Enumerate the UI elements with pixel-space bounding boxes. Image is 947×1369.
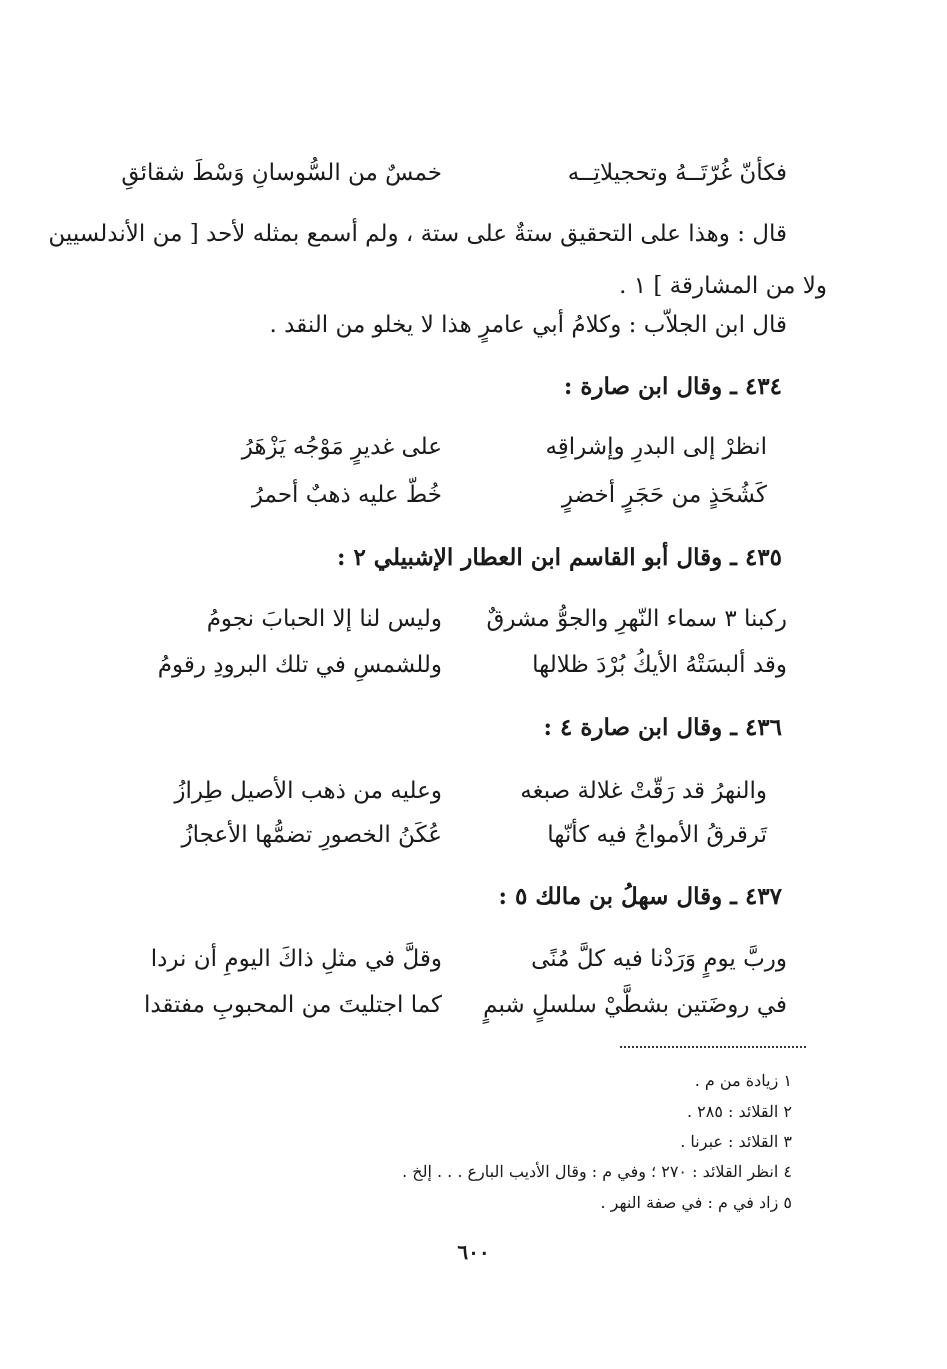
verse-hemistich: عُكَنُ الخصورِ تضمُّها الأعجازُ: [181, 822, 442, 848]
footnote: ٤ انظر القلائد : ٢٧٠ ؛ وفي م : وقال الأديب البارع . . . إلخ .: [402, 1162, 792, 1181]
footnote-separator: [620, 1046, 806, 1048]
verse-hemistich: على غديرٍ مَوْجُه يَزْهَرُ: [241, 434, 442, 460]
section-heading: ٤٣٥ ـ وقال أبو القاسم ابن العطار الإشبيلي ٢ :: [336, 544, 782, 571]
verse-hemistich: وقلَّ في مثلِ ذاكَ اليومِ أن نردا: [150, 946, 442, 972]
page-number: ٦٠٠: [457, 1240, 490, 1264]
verse-hemistich: خُطّ عليه ذهبٌ أحمرُ: [251, 482, 442, 508]
prose-line: ولا من المشارقة ] ١ .: [619, 273, 827, 299]
verse-hemistich: وعليه من ذهب الأصيل طِرازُ: [174, 778, 442, 804]
verse-hemistich: وللشمسِ في تلك البرودِ رقومُ: [157, 652, 442, 678]
footnote: ٣ القلائد : عبرنا .: [680, 1132, 792, 1151]
verse-hemistich: انظرْ إلى البدرِ وإشراقِه: [545, 434, 767, 460]
prose-line: قال : وهذا على التحقيق ستةٌ على ستة ، ولم أسمع بمثله لأحد [ من الأندلسيين: [48, 221, 787, 247]
section-heading: ٤٣٧ ـ وقال سهلُ بن مالك ٥ :: [498, 883, 782, 910]
verse-hemistich: فكأنّ غُرّتَــهُ وتحجيلاتِــه: [567, 160, 787, 186]
verse-hemistich: في روضَتين بشطَّيْ سلسلٍ شبمٍ: [483, 992, 787, 1018]
verse-hemistich: ركبنا ٣ سماء النّهرِ والجوُّ مشرقٌ: [486, 606, 787, 632]
footnote: ٥ زاد في م : في صفة النهر .: [600, 1193, 792, 1212]
verse-hemistich: وربَّ يومٍ وَرَدْنا فيه كلَّ مُنًى: [531, 946, 787, 972]
section-heading: ٤٣٤ ـ وقال ابن صارة :: [563, 373, 782, 400]
footnote: ١ زيادة من م .: [694, 1071, 792, 1090]
verse-hemistich: وقد ألبسَتْهُ الأيكُ بُرْدَ ظلالها: [532, 652, 787, 678]
verse-hemistich: كَشُحَذٍ من حَجَرٍ أخضرٍ: [561, 482, 767, 508]
verse-hemistich: وليس لنا إلا الحبابَ نجومُ: [206, 606, 442, 632]
verse-hemistich: تَرقرقُ الأمواجُ فيه كأنّها: [547, 822, 767, 848]
section-heading: ٤٣٦ ـ وقال ابن صارة ٤ :: [543, 714, 782, 741]
verse-hemistich: خمسٌ من السُّوسانِ وَسْطَ شقائقِ: [121, 160, 442, 186]
verse-hemistich: كما اجتليتَ من المحبوبِ مفتقدا: [143, 992, 442, 1018]
verse-hemistich: والنهرُ قد رَقّتْ غلالة صبغه: [520, 778, 767, 804]
prose-line: قال ابن الجلاّب : وكلامُ أبي عامرٍ هذا لا يخلو من النقد .: [269, 312, 787, 338]
footnote: ٢ القلائد : ٢٨٥ .: [686, 1102, 792, 1121]
